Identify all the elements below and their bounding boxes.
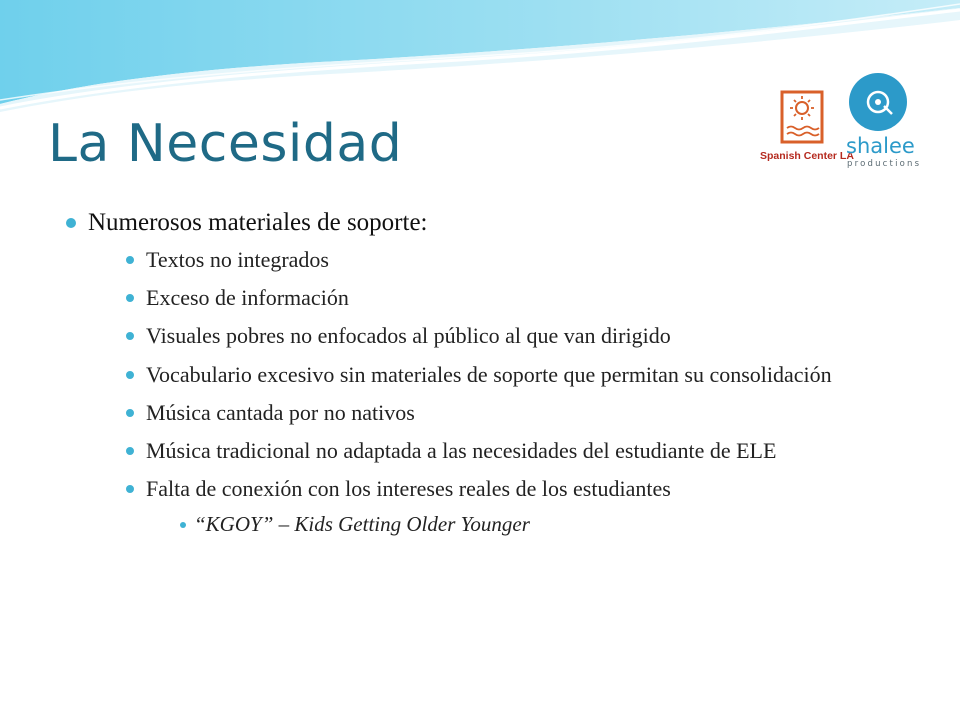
list-item: Música cantada por no nativos bbox=[106, 401, 906, 425]
main-bullet bbox=[66, 208, 906, 536]
list-item: Exceso de información bbox=[106, 286, 906, 310]
sun-icon bbox=[760, 88, 844, 150]
shalee-logo bbox=[846, 72, 922, 182]
disc-icon bbox=[848, 72, 912, 134]
list-item: Visuales pobres no enfocados al público al que van dirigido bbox=[106, 324, 906, 348]
shalee-sub: productions bbox=[847, 159, 922, 169]
list-item-text: Falta de conexión con los intereses reales de los estudiantes bbox=[146, 476, 671, 502]
list-item: Textos no integrados bbox=[106, 248, 906, 272]
logos bbox=[760, 72, 920, 182]
spanish-center-logo bbox=[760, 88, 854, 168]
shalee-name: shalee bbox=[846, 134, 915, 158]
list-item: Vocabulario excesivo sin materiales de soporte que permitan su consolidación bbox=[106, 363, 906, 387]
sub-item: “KGOY” – Kids Getting Older Younger bbox=[160, 513, 906, 536]
sub-bullet-list bbox=[88, 248, 906, 536]
main-bullet-text: Numerosos materiales de soporte: bbox=[88, 209, 428, 236]
spanish-center-label: Spanish Center LA bbox=[760, 150, 854, 162]
list-item-with-sub bbox=[106, 477, 906, 536]
bullet-list bbox=[66, 208, 906, 550]
third-level-list bbox=[146, 513, 906, 536]
list-item: Música tradicional no adaptada a las necesidades del estudiante de ELE bbox=[106, 439, 906, 463]
slide-title: La Necesidad bbox=[48, 114, 403, 174]
